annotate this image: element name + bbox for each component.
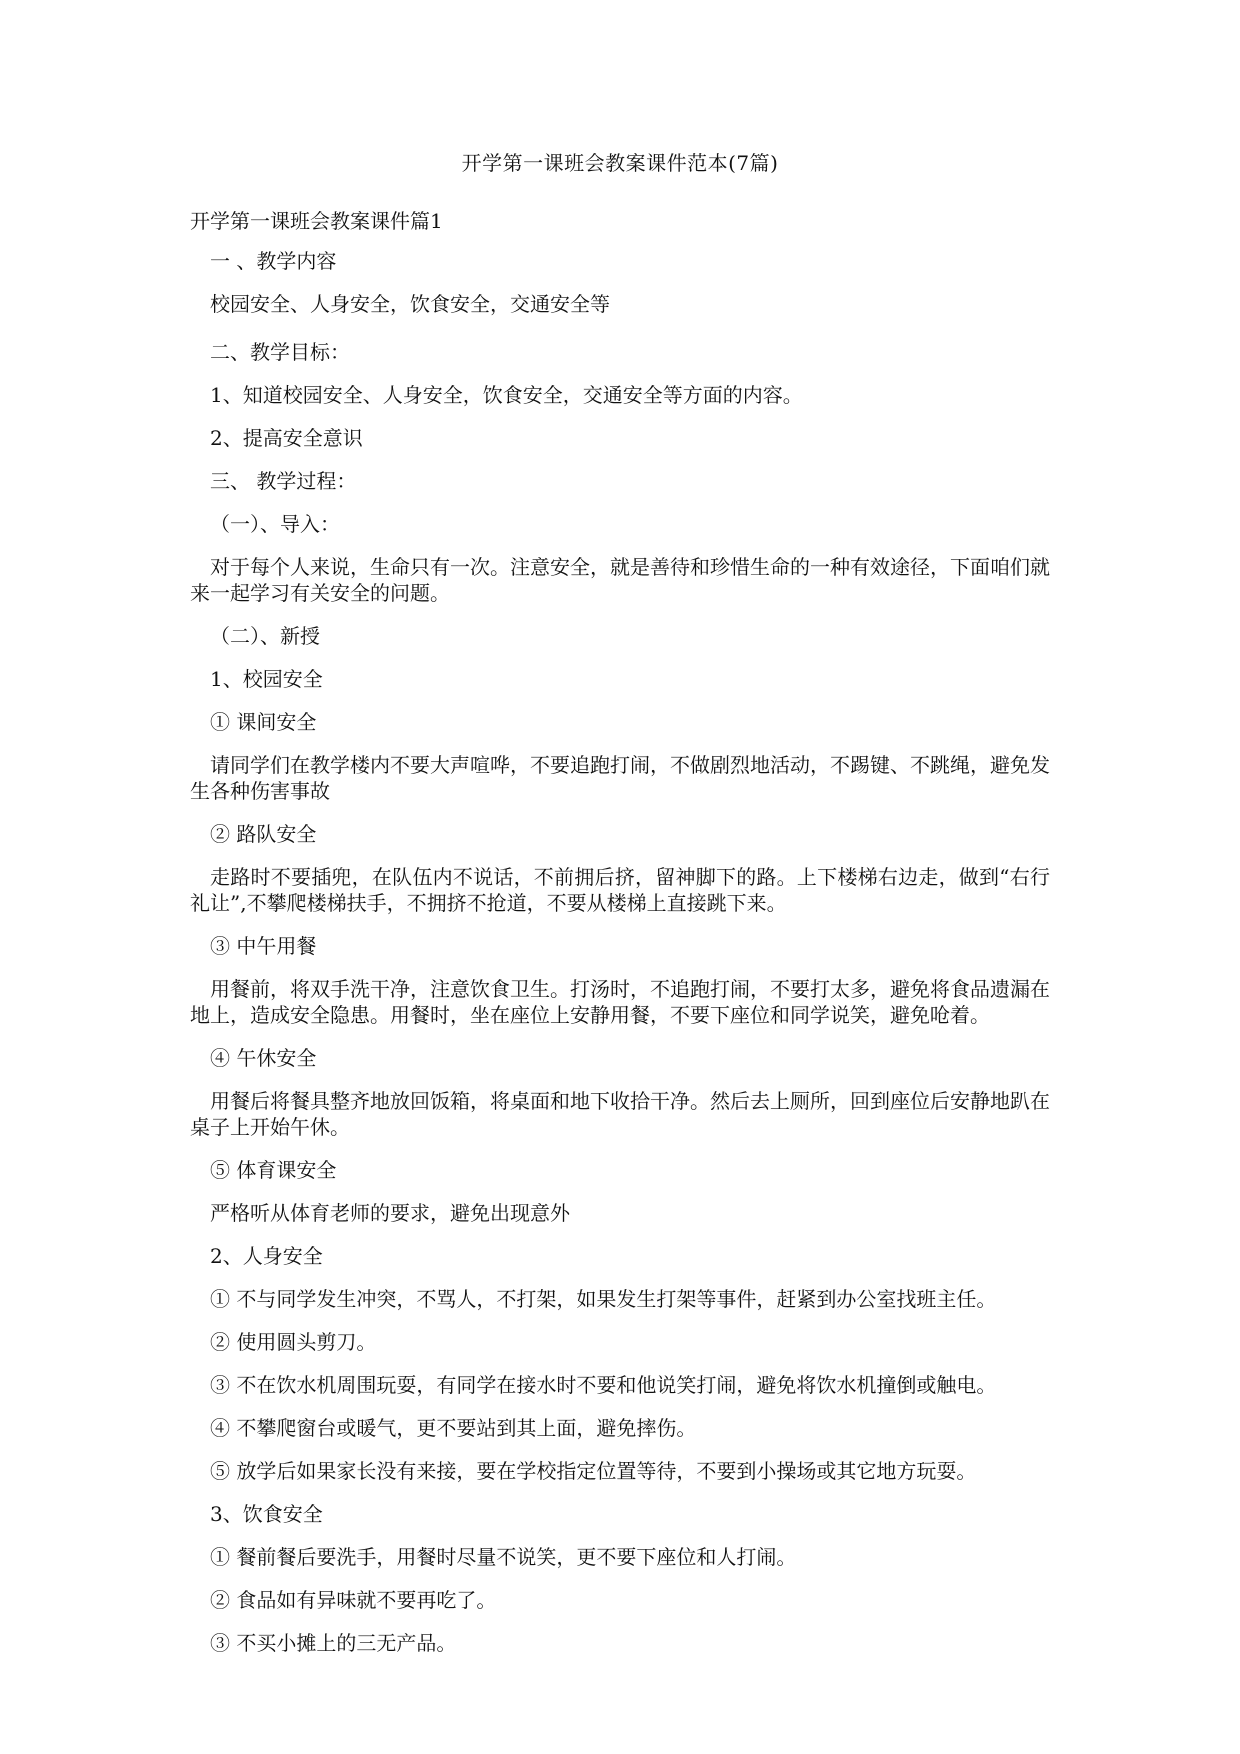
paragraph: ⑤ 体育课安全 [210, 1158, 337, 1182]
paragraph: ⑤ 放学后如果家长没有来接，要在学校指定位置等待，不要到小操场或其它地方玩耍。 [210, 1459, 977, 1483]
paragraph: （二）、新授 [210, 624, 320, 648]
paragraph: 2、人身安全 [210, 1244, 323, 1268]
paragraph: ③ 不买小摊上的三无产品。 [210, 1631, 457, 1655]
paragraph: 3、饮食安全 [210, 1502, 323, 1526]
paragraph: ① 课间安全 [210, 710, 317, 734]
paragraph: ④ 午休安全 [210, 1046, 317, 1070]
paragraph: 严格听从体育老师的要求，避免出现意外 [210, 1201, 570, 1225]
paragraph: 校园安全、人身安全，饮食安全，交通安全等 [210, 292, 610, 316]
paragraph: 1、校园安全 [210, 667, 323, 691]
paragraph: （一）、导入： [210, 512, 340, 536]
paragraph: 1、知道校园安全、人身安全，饮食安全，交通安全等方面的内容。 [210, 383, 803, 407]
paragraph: 用餐后将餐具整齐地放回饭箱，将桌面和地下收拾干净。然后去上厕所，回到座位后安静地趴在桌子上开始午休。 [190, 1089, 1050, 1139]
paragraph: ③ 中午用餐 [210, 934, 317, 958]
paragraph: 三、 教学过程： [210, 469, 357, 493]
paragraph: ① 餐前餐后要洗手，用餐时尽量不说笑，更不要下座位和人打闹。 [210, 1545, 797, 1569]
paragraph: ④ 不攀爬窗台或暖气，更不要站到其上面，避免摔伤。 [210, 1416, 697, 1440]
section-heading: 开学第一课班会教案课件篇1 [190, 209, 443, 233]
paragraph: ② 食品如有异味就不要再吃了。 [210, 1588, 497, 1612]
document-body [190, 248, 1050, 1673]
paragraph: 走路时不要插兜，在队伍内不说话，不前拥后挤，留神脚下的路。上下楼梯右边走，做到“右行礼让”,不攀爬楼梯扶手，不拥挤不抢道，不要从楼梯上直接跳下来。 [190, 865, 1050, 915]
paragraph: ② 路队安全 [210, 822, 317, 846]
paragraph: 用餐前，将双手洗干净，注意饮食卫生。打汤时，不追跑打闹，不要打太多，避免将食品遗漏在地上，造成安全隐患。用餐时，坐在座位上安静用餐，不要下座位和同学说笑，避免呛着。 [190, 977, 1050, 1027]
paragraph: 一 、教学内容 [210, 249, 337, 273]
paragraph: 二、教学目标： [210, 340, 350, 364]
paragraph: 请同学们在教学楼内不要大声喧哗，不要追跑打闹，不做剧烈地活动，不踢键、不跳绳，避免发生各种伤害事故 [190, 753, 1050, 803]
paragraph: 对于每个人来说，生命只有一次。注意安全，就是善待和珍惜生命的一种有效途径，下面咱们就来一起学习有关安全的问题。 [190, 555, 1050, 605]
paragraph: ③ 不在饮水机周围玩耍，有同学在接水时不要和他说笑打闹，避免将饮水机撞倒或触电。 [210, 1373, 997, 1397]
paragraph: 2、提高安全意识 [210, 426, 363, 450]
paragraph: ① 不与同学发生冲突，不骂人，不打架，如果发生打架等事件，赶紧到办公室找班主任。 [210, 1287, 997, 1311]
paragraph: ② 使用圆头剪刀。 [210, 1330, 377, 1354]
document-title: 开学第一课班会教案课件范本(7篇) [461, 151, 779, 175]
